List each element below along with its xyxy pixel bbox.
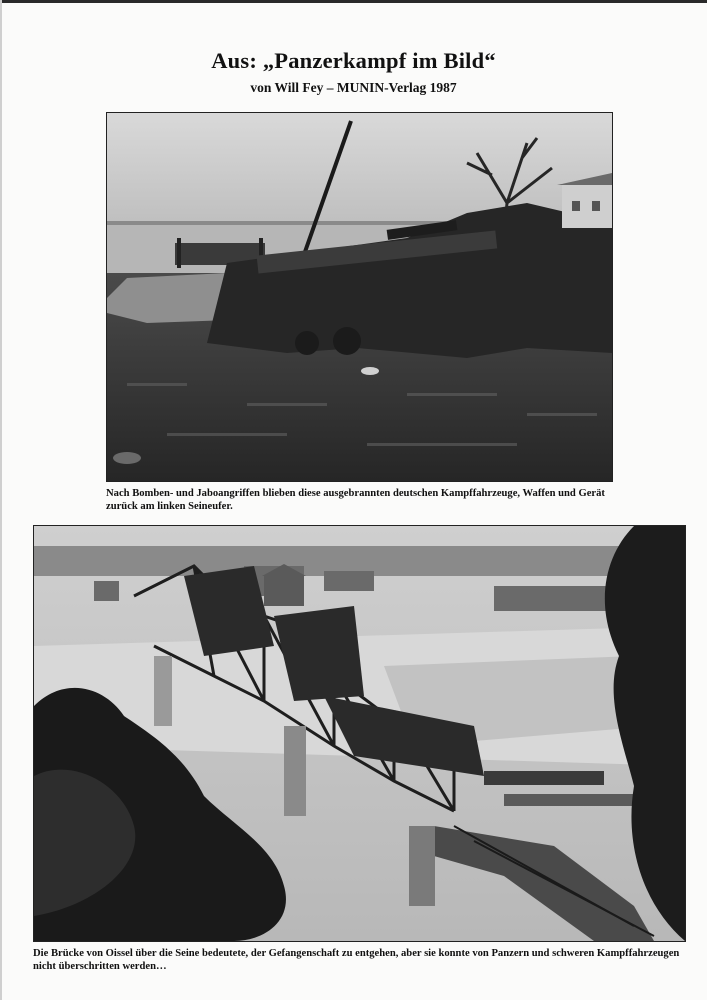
photo-bridge	[33, 525, 686, 942]
photo-destroyed-vehicles	[106, 112, 613, 482]
page-top-edge	[0, 0, 707, 3]
photo-destroyed-vehicles-image	[107, 113, 612, 481]
photo-caption: Die Brücke von Oissel über die Seine bedeutete, der Gefangenschaft zu entgehen, aber sie konnte von Panzern und schweren Kampffahrzeugen nicht überschritten werden…	[33, 948, 680, 972]
photo-caption: Nach Bomben- und Jaboangriffen blieben diese ausgebrannten deutschen Kampffahrzeuge, Waffen und Gerät zurück am linken Seineufer.	[106, 488, 605, 512]
page-title: Aus: „Panzerkampf im Bild“	[211, 48, 496, 73]
photo-bridge-image	[34, 526, 685, 941]
page-left-edge	[0, 0, 2, 1000]
page-subtitle: von Will Fey – MUNIN-Verlag 1987	[250, 80, 457, 95]
